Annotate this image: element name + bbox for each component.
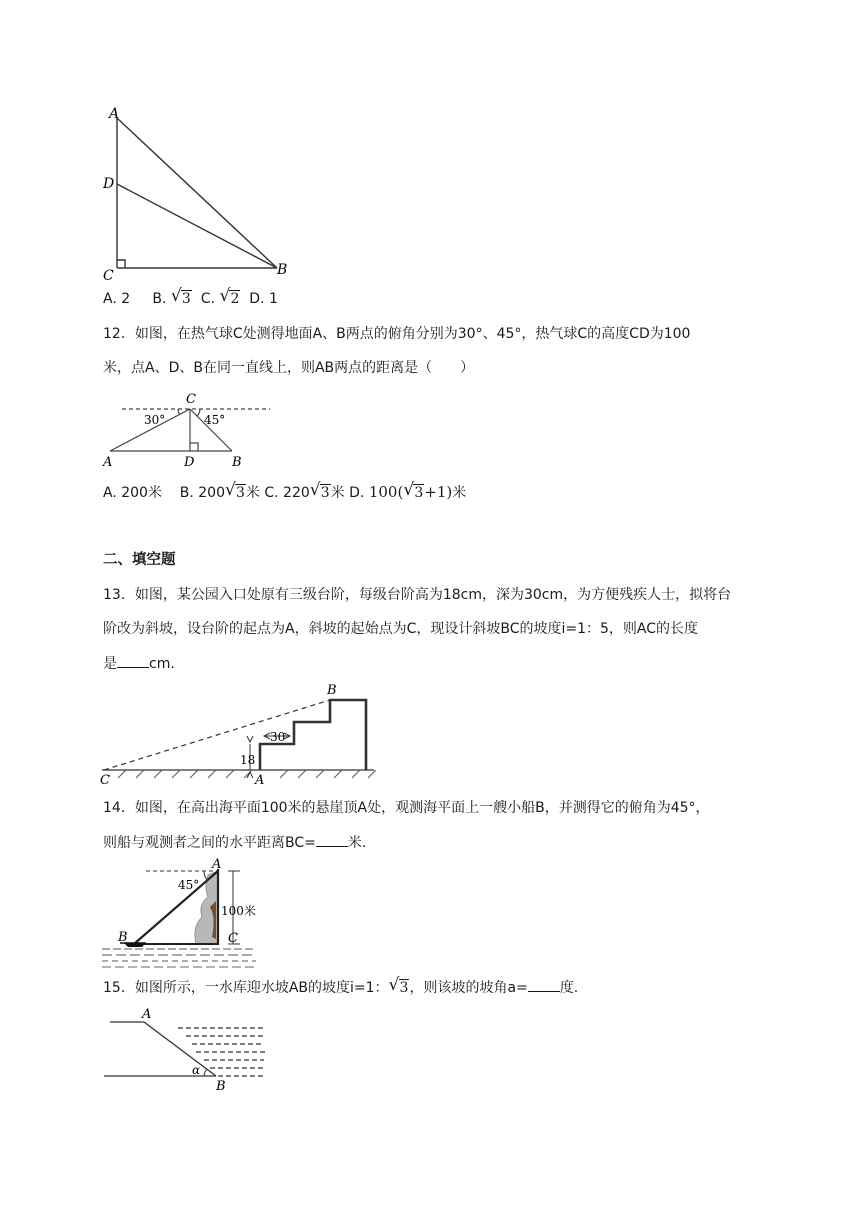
label-D: D <box>184 455 195 470</box>
sqrt-symbol: √ 3 <box>225 480 245 501</box>
q14-line-2-pre: 则船与观测者之间的水平距离BC= <box>103 835 316 851</box>
q13-line-2: 阶改为斜坡，设台阶的起点为A，斜坡的起始点为C，现设计斜坡BC的坡度i=1：5，则AC的长度 <box>103 621 699 637</box>
label-C: C <box>103 268 114 284</box>
q12-option-c-unit: 米 <box>330 485 345 501</box>
label-A: A <box>142 1007 152 1022</box>
q12-option-a: A. 200米 <box>103 485 162 501</box>
figure-q12 <box>100 388 280 472</box>
figure-q11 <box>95 100 305 285</box>
figure-q13 <box>98 678 388 788</box>
label-D: D <box>103 176 115 192</box>
label-ang45: 45° <box>204 413 226 427</box>
q12-option-c-radicand: 3 <box>320 485 330 501</box>
q15-mid: ，则该坡的坡角a= <box>409 980 528 996</box>
q12-option-d-label: D. <box>349 485 365 501</box>
q12-option-b-label: B. 200 <box>179 485 225 501</box>
label-depth-30: 30 <box>270 730 286 744</box>
label-alpha: α <box>192 1063 201 1077</box>
label-C: C <box>186 392 196 407</box>
sqrt-symbol: √ 3 <box>170 286 191 307</box>
label-C: C <box>228 931 238 946</box>
sqrt-symbol: √ 3 <box>388 975 409 996</box>
q11-option-c-label: C. <box>200 291 215 307</box>
q12-option-b-radicand: 3 <box>236 485 245 501</box>
label-B: B <box>277 262 288 278</box>
q12-option-c-label: C. 220 <box>264 485 310 501</box>
label-A: A <box>255 773 265 788</box>
q15-pre: 15．如图所示，一水库迎水坡AB的坡度i=1： <box>103 980 389 996</box>
q11-option-d: D. 1 <box>249 291 278 307</box>
q11-option-c-radicand: 2 <box>230 291 240 307</box>
q13-line-1: 13．如图，某公园入口处原有三级台阶，每级台阶高为18cm，深为30cm，为方便残疾人士，拟将台 <box>103 587 732 603</box>
label-ang30: 30° <box>144 413 166 427</box>
figure-q14 <box>100 857 260 971</box>
label-B: B <box>232 455 242 470</box>
q12-option-d-expr-post: +1) <box>424 483 453 501</box>
q15-post: 度. <box>559 980 579 996</box>
label-A: A <box>212 857 222 872</box>
sqrt-symbol: √ 3 <box>309 480 330 501</box>
figure-q15 <box>100 1006 270 1094</box>
label-A: A <box>109 106 120 122</box>
answer-blank <box>117 653 149 668</box>
answer-blank <box>528 977 560 992</box>
q12-line-1: 12．如图，在热气球C处测得地面A、B两点的俯角分别为30°、45°，热气球C的高度CD为100 <box>103 326 691 342</box>
q12-option-d-unit: 米 <box>452 485 467 501</box>
q14-line-2 <box>103 832 366 853</box>
q13-line-3-post: cm. <box>149 656 175 672</box>
label-C: C <box>100 773 110 788</box>
section-title-fill-in: 二、填空题 <box>103 552 176 568</box>
label-height-100m: 100米 <box>221 904 256 918</box>
q11-option-b-label: B. <box>152 291 167 307</box>
q11-option-a: A. 2 <box>103 291 131 307</box>
q14-line-2-post: 米. <box>347 835 367 851</box>
label-height-18: 18 <box>240 753 256 767</box>
q12-line-2: 米，点A、D、B在同一直线上，则AB两点的距离是（ ） <box>103 360 475 376</box>
sqrt-symbol: √ 3 <box>403 480 424 501</box>
q15-line <box>103 977 578 998</box>
q11-options <box>103 286 278 309</box>
q12-option-d-expr-pre: 100( <box>368 483 404 501</box>
answer-blank <box>316 832 348 847</box>
q13-line-3 <box>103 653 175 674</box>
q12-option-b-unit: 米 <box>245 485 260 501</box>
q13-line-3-pre: 是 <box>103 656 117 672</box>
label-A: A <box>103 455 113 470</box>
q11-option-b-radicand: 3 <box>181 291 191 307</box>
label-B: B <box>327 683 337 698</box>
q12-options <box>103 482 466 503</box>
label-B: B <box>216 1079 226 1094</box>
q14-line-1: 14．如图，在高出海平面100米的悬崖顶A处，观测海平面上一艘小船B，并测得它的俯角为45°， <box>103 800 710 816</box>
label-B: B <box>118 930 128 945</box>
label-ang45: 45° <box>178 878 200 892</box>
q12-option-d-radicand: 3 <box>414 485 424 501</box>
sqrt-symbol: √ 2 <box>219 286 240 307</box>
q15-radicand: 3 <box>399 980 409 996</box>
